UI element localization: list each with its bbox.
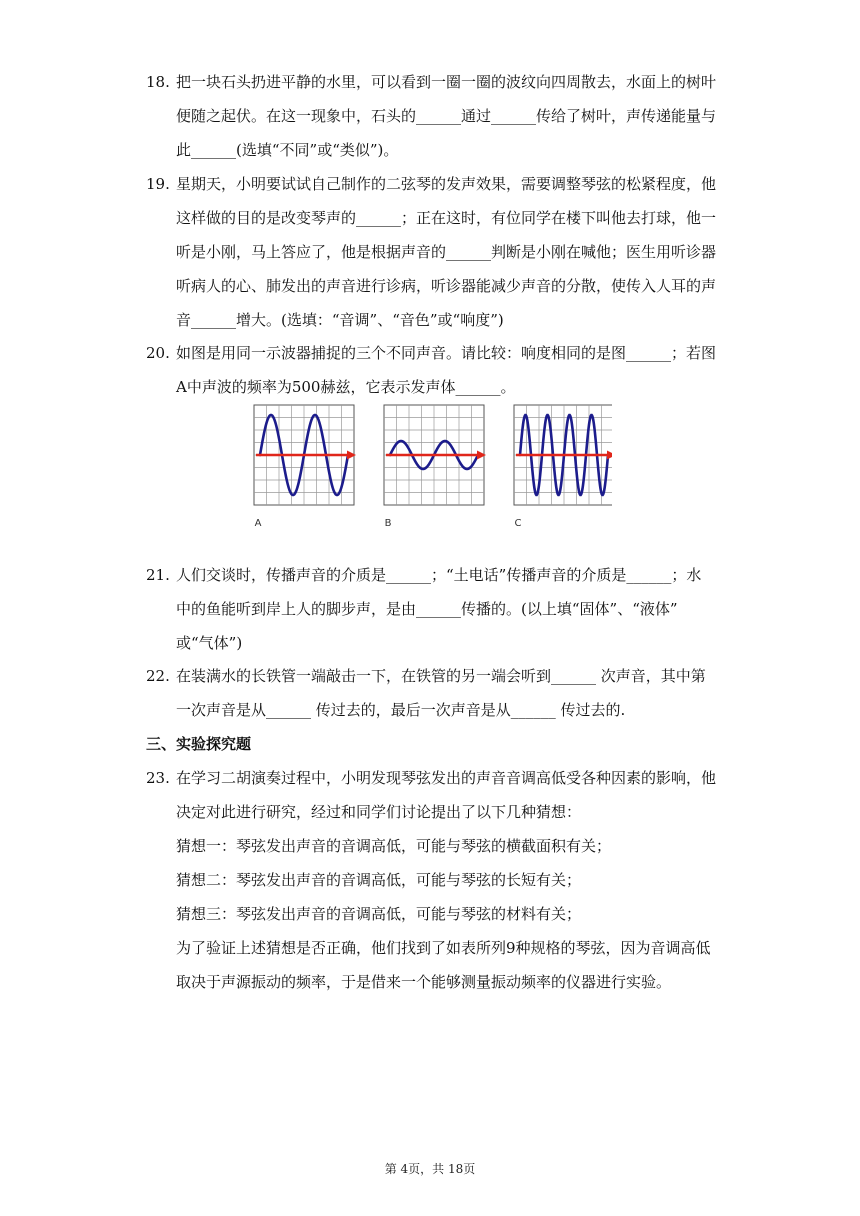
question-number: 20. [146,344,170,362]
question-number: 22. [146,667,170,685]
oscilloscope-figure [252,403,612,533]
question-number: 21. [146,566,170,584]
question-line: 在装满水的长铁管一端敲击一下，在铁管的另一端会听到______ 次声音，其中第 [176,667,706,685]
question-line: 在学习二胡演奏过程中，小明发现琴弦发出的声音音调高低受各种因素的影响，他 [176,769,717,787]
oscilloscope-panel-a [254,405,356,529]
question-18 [146,65,726,167]
question-line: 猜想二：琴弦发出声音的音调高低，可能与琴弦的长短有关； [176,871,582,889]
question-line: 如图是用同一示波器捕捉的三个不同声音。请比较：响度相同的是图______；若图 [176,344,717,362]
question-line: 人们交谈时，传播声音的介质是______；“土电话”传播声音的介质是______；水 [176,566,702,584]
panel-label: A [254,518,262,529]
question-line: 把一块石头扔进平静的水里，可以看到一圈一圈的波纹向四周散去，水面上的树叶 [176,73,717,91]
question-line: 一次声音是从______ 传过去的，最后一次声音是从______ 传过去的. [176,701,626,719]
question-line: 音______增大。(选填：“音调”、“音色”或“响度”) [176,311,504,329]
section-title: 三、实验探究题 [146,735,252,753]
question-number: 23. [146,769,170,787]
question-line: 这样做的目的是改变琴声的______；正在这时，有位同学在楼下叫他去打球，他一 [176,209,717,227]
question-19 [146,167,726,337]
question-line: 为了验证上述猜想是否正确，他们找到了如表所列9种规格的琴弦，因为音调高低 [176,939,711,957]
question-21 [146,558,726,660]
question-line: 听病人的心、肺发出的声音进行诊病，听诊器能减少声音的分散，使传入人耳的声 [176,277,717,295]
oscilloscope-panel-c [514,405,612,529]
question-line: 听是小刚，马上答应了，他是根据声音的______判断是小刚在喊他；医生用听诊器 [176,243,717,261]
question-line: 决定对此进行研究，经过和同学们讨论提出了以下几种猜想： [176,803,582,821]
question-line: 中的鱼能听到岸上人的脚步声，是由______传播的。(以上填“固体”、“液体” [176,600,678,618]
oscilloscope-panel-b [384,405,486,529]
page-footer: 第 4页，共 18页 [384,1162,476,1176]
question-22 [146,659,726,727]
question-23 [146,761,726,999]
question-20 [146,336,726,404]
question-line: A中声波的频率为500赫兹，它表示发声体______。 [176,378,516,396]
question-line: 或“气体”) [176,634,243,652]
panel-label: C [514,518,522,529]
panel-label: B [384,518,392,529]
question-line: 取决于声源振动的频率，于是借来一个能够测量振动频率的仪器进行实验。 [176,973,672,991]
oscilloscope-diagram [252,403,612,533]
question-number: 18. [146,73,170,91]
question-number: 19. [146,175,170,193]
question-line: 猜想三：琴弦发出声音的音调高低，可能与琴弦的材料有关； [176,905,582,923]
question-line: 此______(选填“不同”或“类似”)。 [176,141,399,159]
question-line: 便随之起伏。在这一现象中，石头的______通过______传给了树叶，声传递能量与 [176,107,717,125]
question-line: 猜想一：琴弦发出声音的音调高低，可能与琴弦的横截面积有关； [176,837,612,855]
question-line: 星期天，小明要试试自己制作的二弦琴的发声效果，需要调整琴弦的松紧程度，他 [176,175,717,193]
